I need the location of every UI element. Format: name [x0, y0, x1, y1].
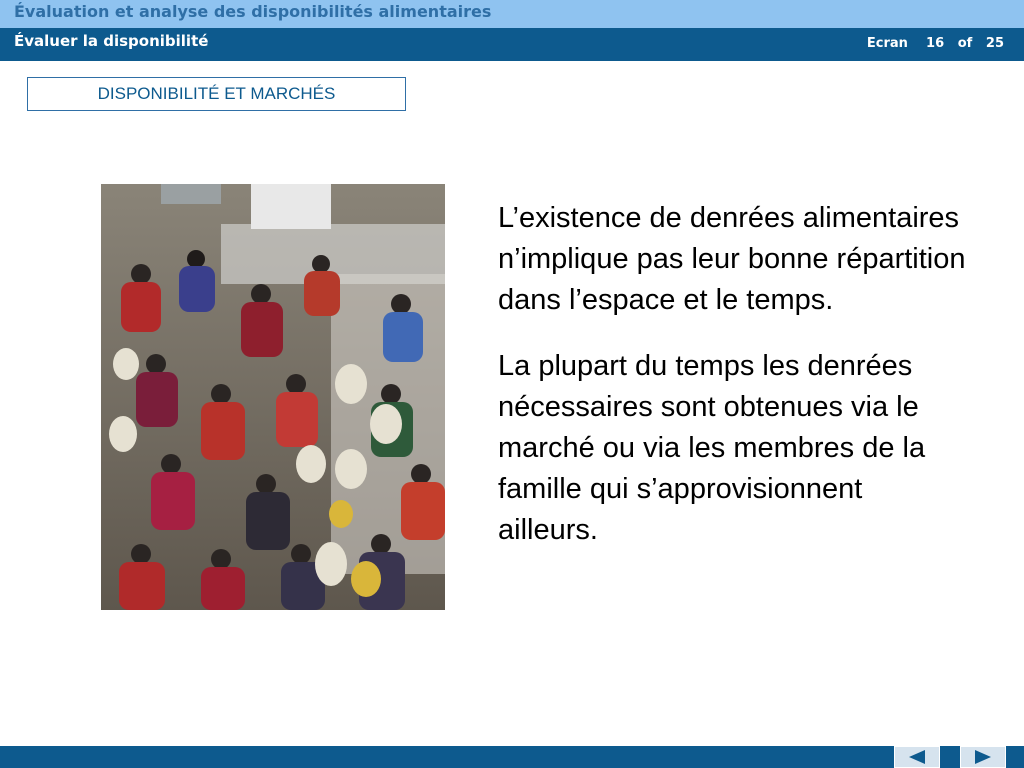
topic-heading: DISPONIBILITÉ ET MARCHÉS	[27, 77, 406, 111]
screen-counter	[867, 36, 1004, 51]
section-bar	[0, 28, 1024, 61]
course-title: Évaluation et analyse des disponibilités alimentaires	[14, 2, 492, 21]
previous-button[interactable]	[894, 746, 940, 768]
paragraph: L’existence de denrées alimentaires n’implique pas leur bonne répartition dans l’espace et le temps.	[498, 202, 966, 316]
screen-of: of	[957, 36, 973, 51]
triangle-left-icon	[907, 750, 927, 764]
screen-total: 25	[985, 36, 1004, 51]
screen-current: 16	[926, 36, 945, 51]
course-title-bar	[0, 0, 1024, 28]
bottom-bar	[0, 746, 1024, 768]
triangle-right-icon	[973, 750, 993, 764]
section-title: Évaluer la disponibilité	[14, 32, 209, 50]
market-photo	[101, 184, 445, 610]
next-button[interactable]	[960, 746, 1006, 768]
screen-label: Ecran	[866, 36, 908, 51]
paragraph: La plupart du temps les denrées nécessaires sont obtenues via le marché ou via les membres de la famille qui s’approvisionnent ailleurs.	[498, 350, 926, 546]
body-text	[498, 198, 968, 576]
